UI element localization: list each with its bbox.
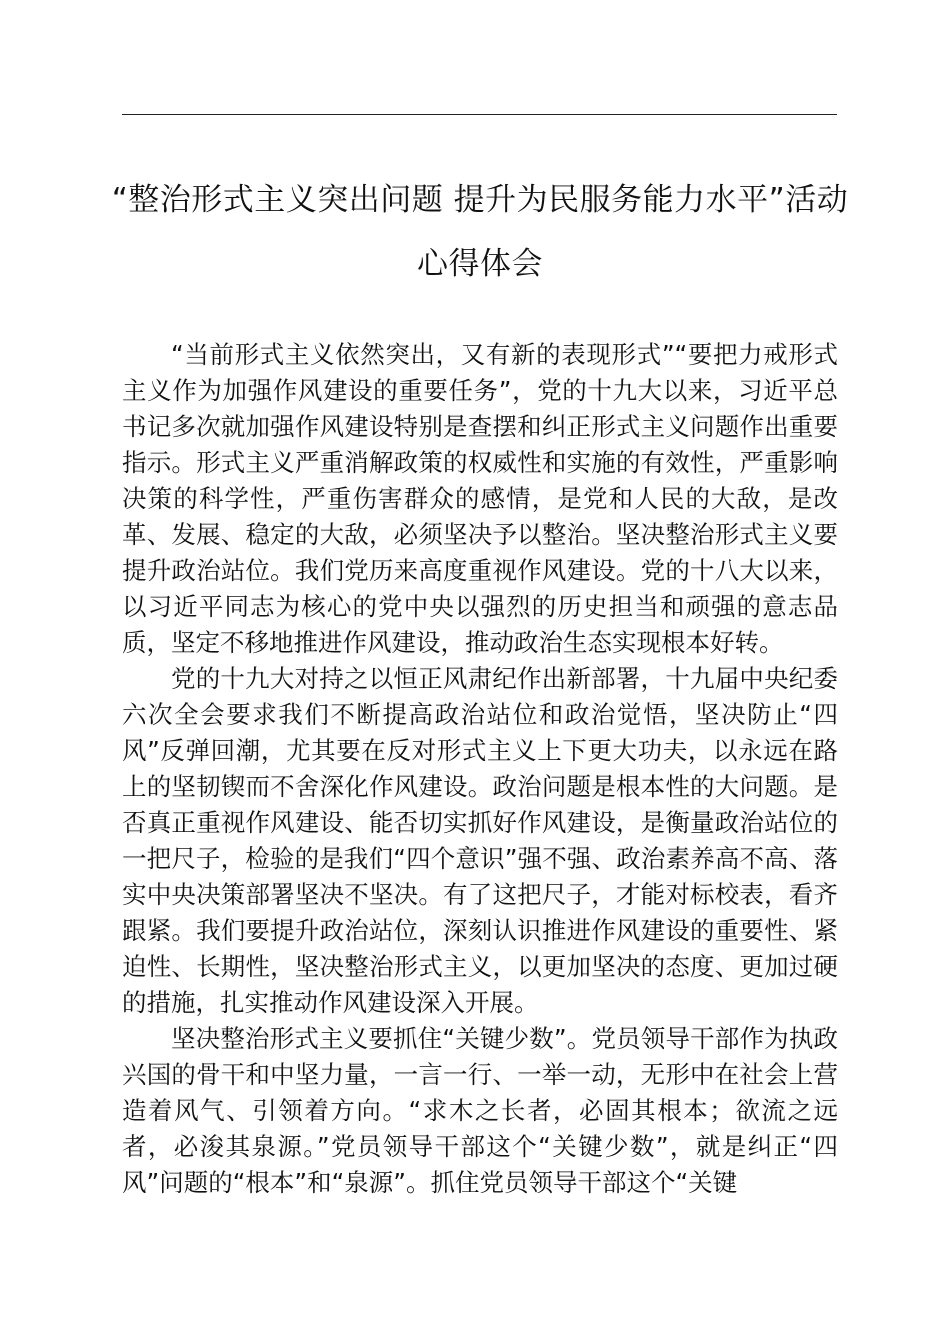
document-title: “整治形式主义突出问题 提升为民服务能力水平”活动心得体会 xyxy=(111,182,849,282)
header-rule xyxy=(122,114,837,115)
body-paragraph-2: 党的十九大对持之以恒正风肃纪作出新部署，十九届中央纪委六次全会要求我们不断提高政治站位和政治觉悟，坚决防止“四风”反弹回潮，尤其要在反对形式主义上下更大功夫，以永远在路上的坚韧锲而不舍深化作风建设。政治问题是根本性的大问题。是否真正重视作风建设、能否切实抓好作风建设，是衡量政治站位的一把尺子，检验的是我们“四个意识”强不强、政治素养高不高、落实中央决策部署坚决不坚决。有了这把尺子，才能对标校表，看齐跟紧。我们要提升政治站位，深刻认识推进作风建设的重要性、紧迫性、长期性，坚决整治形式主义，以更加坚决的态度、更加过硬的措施，扎实推动作风建设深入开展。 xyxy=(122,664,838,1017)
document-body xyxy=(122,337,838,1201)
body-paragraph-3: 坚决整治形式主义要抓住“关键少数”。党员领导干部作为执政兴国的骨干和中坚力量，一言一行、一举一动，无形中在社会上营造着风气、引领着方向。“求木之长者，必固其根本；欲流之远者，必浚其泉源。”党员领导干部这个“关键少数”，就是纠正“四风”问题的“根本”和“泉源”。抓住党员领导干部这个“关键 xyxy=(122,1024,838,1197)
body-paragraph-1: “当前形式主义依然突出，又有新的表现形式”“要把力戒形式主义作为加强作风建设的重要任务”，党的十九大以来，习近平总书记多次就加强作风建设特别是查摆和纠正形式主义问题作出重要指示。形式主义严重消解政策的权威性和实施的有效性，严重影响决策的科学性，严重伤害群众的感情，是党和人民的大敌，是改革、发展、稳定的大敌，必须坚决予以整治。坚决整治形式主义要提升政治站位。我们党历来高度重视作风建设。党的十八大以来，以习近平同志为核心的党中央以强烈的历史担当和顽强的意志品质，坚定不移地推进作风建设，推动政治生态实现根本好转。 xyxy=(122,340,838,657)
